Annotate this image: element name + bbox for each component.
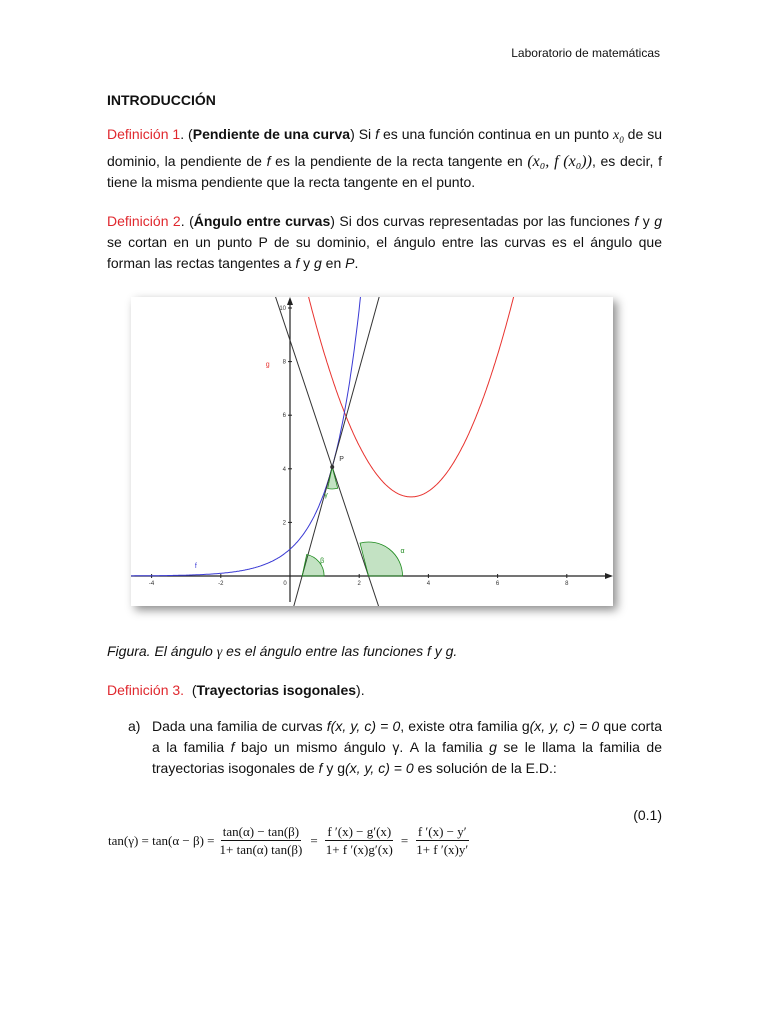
x-tick-label: 6	[495, 581, 500, 587]
x-tick-label: -4	[148, 581, 155, 587]
x-tick-label: 4	[426, 581, 431, 587]
def3-label: Definición 3.	[107, 682, 185, 698]
def1-title: Pendiente de una curva	[192, 126, 351, 142]
function-plot	[131, 297, 613, 606]
section-heading: INTRODUCCIÓN	[107, 92, 216, 108]
label-P: P	[339, 455, 344, 463]
definition-3: Definición 3. (Trayectorias isogonales).	[107, 682, 365, 698]
isogonal-equation: tan(γ) = tan(α − β) = $\frac{\tan(\alpha) - \tan(\beta)}{1+ \tan(\alpha) \tan(\beta)}$ = $\frac{f '(x) - g'(x)}{1+ f '(x)g'(x)}$ = $\frac{f '(x) - y'}{1+ f '(x)y'}$	[108, 824, 469, 857]
y-tick-label: 2	[282, 520, 286, 527]
y-tick-label: 10	[279, 306, 286, 312]
equation-lhs: tan(γ) = tan(α − β) =	[108, 832, 215, 848]
y-tick-label: 8	[282, 359, 286, 366]
label-alpha: α	[400, 548, 405, 555]
item-a-text: Dada una familia de curvas f(x, y, c) = 0, existe otra familia g(x, y, c) = 0 que corta a la familia f bajo un mismo ángulo γ. A la familia g se le llama la familia de trayectorias isogonales de f y g(x, y, c) = 0 es solución de la E.D.:	[152, 718, 662, 776]
x-axis-arrow	[605, 573, 613, 579]
f-curve	[131, 297, 365, 576]
def3-title: Trayectorias isogonales	[196, 682, 357, 698]
fraction-1: $\frac{\tan(\alpha) - \tan(\beta)}{1+ \tan(\alpha) \tan(\beta)}$	[219, 824, 303, 857]
y-tick-label: 6	[282, 413, 286, 420]
x-tick-label: 8	[565, 581, 569, 587]
y-tick-label: 4	[282, 466, 286, 473]
page-header: Laboratorio de matemáticas	[511, 46, 660, 60]
equation-number: (0.1)	[633, 807, 662, 823]
def2-title: Ángulo entre curvas	[193, 213, 331, 229]
list-item-a	[128, 716, 662, 779]
gamma-symbol: γ	[216, 645, 223, 660]
tangent-point: (x₀, f (x₀))	[527, 152, 592, 170]
x0-symbol: $x_0$	[613, 128, 624, 145]
definition-2: Definición 2. (Ángulo entre curvas) Si dos curvas representadas por las funciones f y g se cortan en un punto P de su dominio, el ángulo entre las curvas es el ángulo que forman las rectas tangentes a f y g en P.	[107, 213, 662, 271]
label-gamma: γ	[324, 491, 328, 499]
item-a-label: a)	[128, 718, 141, 734]
figure-caption: Figura. El ángulo γ es el ángulo entre las funciones f y g.	[107, 643, 458, 660]
x-tick-label: 0	[283, 581, 287, 587]
y-axis-arrow	[287, 297, 293, 305]
def2-label: Definición 2	[107, 213, 181, 229]
def1-label: Definición 1	[107, 126, 181, 142]
point-P	[330, 465, 334, 469]
label-g: g	[265, 361, 270, 369]
definition-1: Definición 1. (Pendiente de una curva) Si f es una función continua en un punto $x_0$ de su dominio, la pendiente de f es la pendiente de la recta tangente en (x₀, f (x₀)), es decir, f tiene la misma pendiente que la recta tangente en el punto.	[107, 126, 662, 190]
label-f: f	[194, 563, 197, 570]
fraction-3: $\frac{f '(x) - y'}{1+ f '(x)y'}$	[416, 824, 469, 857]
fraction-2: $\frac{f '(x) - g'(x)}{1+ f '(x)g'(x)}$	[325, 824, 393, 857]
x-tick-label: -2	[218, 581, 224, 587]
label-beta: β	[320, 558, 325, 565]
x-tick-label: 2	[357, 581, 361, 587]
angle-figure	[131, 297, 613, 606]
